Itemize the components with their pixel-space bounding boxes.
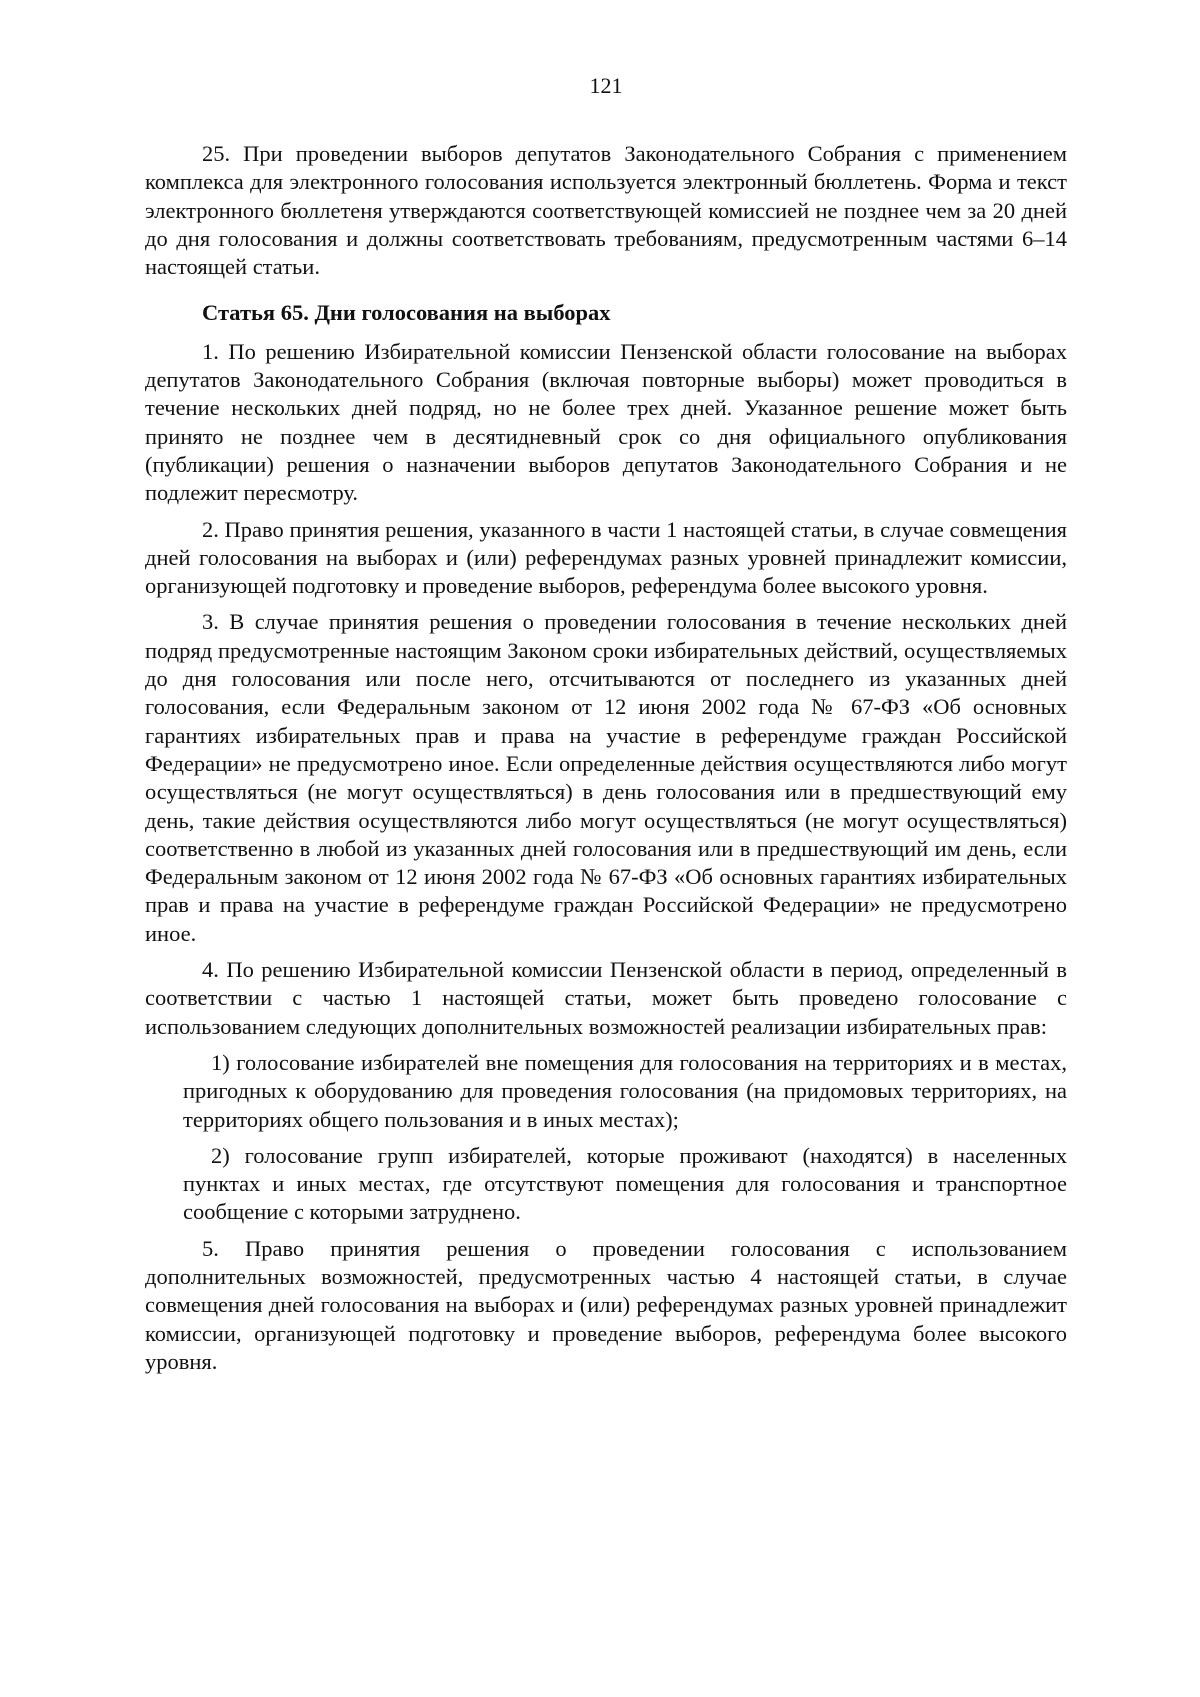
document-body — [145, 140, 1067, 1384]
paragraph-2: 2. Право принятия решения, указанного в части 1 настоящей статьи, в случае совмещения дней голосования на выборах и (или) референдумах разных уровней принадлежит комиссии, организующей подготовку и проведение выборов, референдума более высокого уровня. — [145, 516, 1067, 599]
paragraph-4-item-1: 1) голосование избирателей вне помещения для голосования на территориях и в местах, пригодных к оборудованию для проведения голосования (на придомовых территориях, на территориях общего пользования и в иных местах); — [183, 1049, 1067, 1132]
paragraph-3: 3. В случае принятия решения о проведении голосования в течение нескольких дней подряд предусмотренные настоящим Законом сроки избирательных действий, осуществляемых до дня голосования или после него, отсчитываются от последнего из указанных дней голосования, если Федеральным законом от 12 июня 2002 года № 67-ФЗ «Об основных гарантиях избирательных прав и права на участие в референдуме граждан Российской Федерации» не предусмотрено иное. Если определенные действия осуществляются либо могут осуществляться (не могут осуществляться) в день голосования или в предшествующий ему день, такие действия осуществляются либо могут осуществляться (не могут осуществляться) соответственно в любой из указанных дней голосования или в предшествующий им день, если Федеральным законом от 12 июня 2002 года № 67-ФЗ «Об основных гарантиях избирательных прав и права на участие в референдуме граждан Российской Федерации» не предусмотрено иное. — [145, 609, 1067, 946]
page-number: 121 — [589, 73, 623, 98]
paragraph-4-item-2: 2) голосование групп избирателей, которые проживают (находятся) в населенных пунктах и иных местах, где отсутствуют помещения для голосования и транспортное сообщение с которыми затруднено. — [183, 1142, 1067, 1225]
paragraph-5: 5. Право принятия решения о проведении голосования с использованием дополнительных возможностей, предусмотренных частью 4 настоящей статьи, в случае совмещения дней голосования на выборах и (или) референдумах разных уровней принадлежит комиссии, организующей подготовку и проведение выборов, референдума более высокого уровня. — [145, 1235, 1067, 1374]
paragraph-25: 25. При проведении выборов депутатов Законодательного Собрания с применением комплекса для электронного голосования используется электронный бюллетень. Форма и текст электронного бюллетеня утверждаются соответствующей комиссией не позднее чем за 20 дней до дня голосования и должны соответствовать требованиям, предусмотренным частями 6–14 настоящей статьи. — [145, 141, 1067, 280]
article-heading: Статья 65. Дни голосования на выборах — [202, 300, 611, 326]
paragraph-1: 1. По решению Избирательной комиссии Пензенской области голосование на выборах депутатов Законодательного Собрания (включая повторные выборы) может проводиться в течение нескольких дней подряд, но не более трех дней. Указанное решение может быть принято не позднее чем в десятидневный срок со дня официального опубликования (публикации) решения о назначении выборов депутатов Законодательного Собрания и не подлежит пересмотру. — [145, 338, 1067, 506]
paragraph-4: 4. По решению Избирательной комиссии Пензенской области в период, определенный в соответствии с частью 1 настоящей статьи, может быть проведено голосование с использованием следующих дополнительных возможностей реализации избирательных прав: — [145, 957, 1067, 1039]
